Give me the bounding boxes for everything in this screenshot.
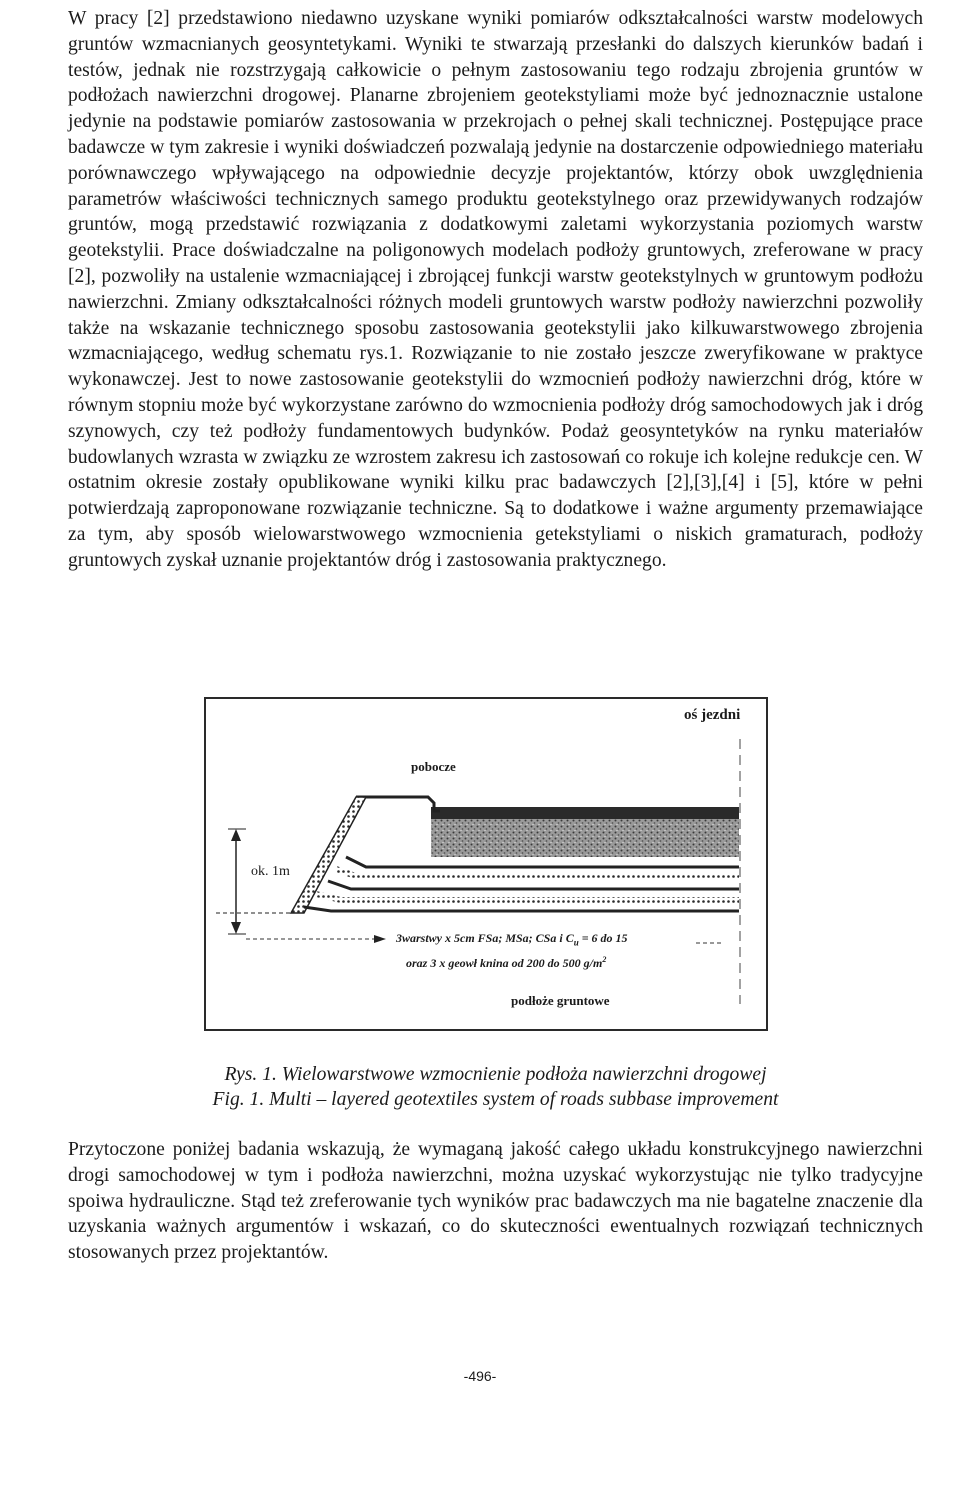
body-paragraph-1: W pracy [2] przedstawiono niedawno uzyskane wyniki pomiarów odkształcalności warstw modelowych gruntów wzmacnianych geosyntetykami. Wyniki te stwarzają przesłanki do dalszych kierunków badań i testów, jednak nie rozstrzygają całkowicie o pełnym zastosowaniu tego rodzaju zbrojenia gruntów w podłożach nawierzchni drogowej. Planarne zbrojeniem geotekstyliami może być jednoznacznie ustalone jedynie na podstawie pomiarów zastosowania w przekrojach o pełnej skali technicznej. Postępujące prace badawcze w tym zakresie i wyniki doświadczeń pozwalają jedynie na dostarczenie odpowiedniego materiału porównawczego wpływającego na odpowiednie decyzje projektantów, którzy obok uwzględnienia parametrów właściwości technicznych samego produktu geotekstylnego oraz przewidywanych rodzajów gruntów, mogą przedstawić rozwiązania z dodatkowymi zaletami wykorzystania poziomych warstw geotekstylii. Prace doświadczalne na poligonowych modelach podłoży gruntowych, zreferowane w pracy [2], pozwoliły na ustalenie wzmacniającej i zbrojącej funkcji warstw geotekstylnych w gruntowym podłożu nawierzchni. Zmiany odkształcalności różnych modeli gruntowych warstw podłoży nawierzchni pozwoliły także na wskazanie technicznego sposobu zastosowania geotekstylii jako kilkuwarstwowego zbrojenia wzmacniającego, według schematu rys.1. Rozwiązanie to nie zostało jeszcze zweryfikowane w praktyce wykonawczej. Jest to nowe zastosowanie geotekstylii do wzmocnień podłoży nawierzchni dróg, które w równym stopniu może być wykorzystane zarówno do wzmocnienia podłoży dróg samochodowych jak i dróg szynowych, czy też podłoży fundamentowych budynków. Podaż geosyntetyków na rynku materiałów budowlanych wzrasta w związku ze wzrostem zakresu ich zastosowań co rokuje ich kolejne redukcje cen. W ostatnim okresie zostały opublikowane wyniki kilku prac badawczych [2],[3],[4] i [5], które w pełni potwierdzają zaproponowane rozwiązanie techniczne. Są to dodatkowe i ważne argumenty przemawiające za tym, aby sposób wielowarstwowego wzmocnienia getekstyliami o niskich gramaturach, podłoży gruntowych zyskał uznanie projektantów dróg i zastosowania praktycznego. — [68, 8, 923, 571]
subgrade-label: podłoże gruntowe — [511, 993, 610, 1008]
figure-caption-polish: Rys. 1. Wielowarstwowe wzmocnienie podłoża nawierzchni drogowej — [224, 1064, 767, 1085]
page-number: -496- — [463, 1368, 497, 1384]
shoulder-outline — [356, 797, 440, 811]
geotextile-layer-1 — [346, 857, 739, 867]
pavement-surface — [431, 807, 739, 819]
figure-road-cross-section — [204, 697, 768, 1031]
depth-arrow-down — [231, 922, 241, 934]
shoulder-label: pobocze — [411, 759, 456, 774]
geotextile-layer-3 — [304, 907, 739, 911]
axis-label: oś jezdni — [684, 707, 741, 723]
geotextile-layer-2 — [328, 881, 739, 889]
depth-label: ok. 1m — [251, 864, 290, 879]
base-course — [431, 819, 739, 857]
depth-arrow-up — [231, 829, 241, 841]
cross-section-drawing — [206, 699, 766, 1029]
body-paragraph-2: Przytoczone poniżej badania wskazują, że wymaganą jakość całego układu konstrukcyjnego nawierzchni drogi samochodowej w tym i podłoża nawierzchni, można uzyskać wykorzystując nie tylko tradycyjne spoiwa hydrauliczne. Stąd też zreferowanie tych wyników prac badawczych ma nie bagatelne znaczenie dla uzyskania ważnych argumentów i wskazań, co do skuteczności ewentualnych rozwiązań technicznych stosowanych przez projektantów. — [68, 1139, 923, 1264]
reinforced-layer-2 — [316, 894, 739, 900]
layer-leader-arrow — [374, 935, 386, 943]
figure-caption-english: Fig. 1. Multi – layered geotextiles system of roads subbase improvement — [212, 1089, 779, 1110]
layers-label: 3warstwy x 5cm FSa; MSa; CSa i $C_u = 6$ do 15 oraz 3 x geowł knina od 200 do 500 $g/m^2$ — [396, 931, 628, 971]
reinforced-layer-1 — [336, 869, 739, 877]
